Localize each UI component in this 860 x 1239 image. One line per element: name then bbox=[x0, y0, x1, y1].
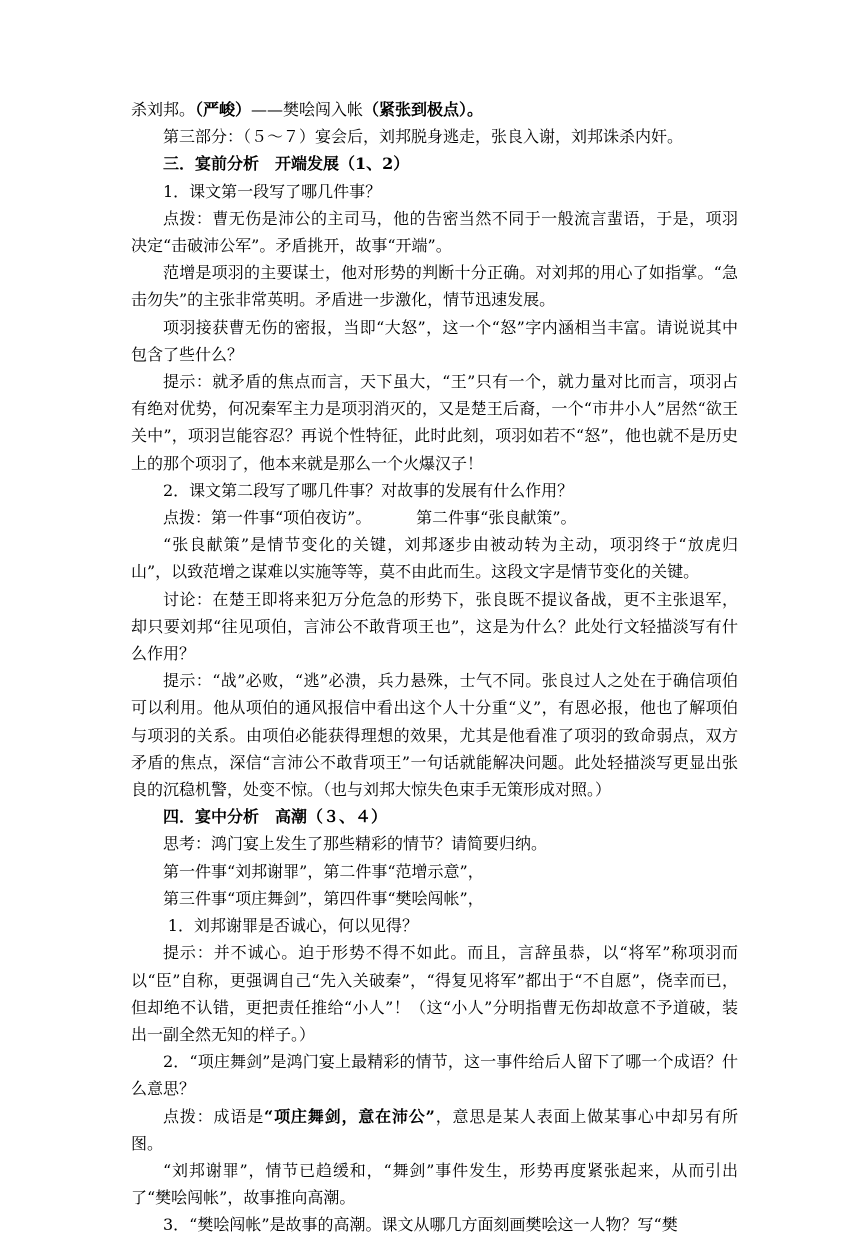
question: 3．“樊哙闯帐”是故事的高潮。课文从哪几方面刻画樊哙这一人物？写“樊 bbox=[163, 1215, 678, 1235]
paragraph: 提示：“战”必败，“逃”必溃，兵力悬殊，士气不同。张良过人之处在于确信项伯可以利用。他从项伯的通风报信中看出这个人十分重“义”，有恩必报，他也了解项伯与项羽的关系。由项伯必能获得理想的效果，尤其是他看准了项羽的致命弱点，双方矛盾的焦点，深信“言沛公不敢背项王”一句话就能解决问题。此处轻描淡写更显出张良的沉稳机警，处变不惊。（也与刘邦大惊失色束手无策形成对照。） bbox=[131, 671, 738, 800]
question: 2．课文第二段写了哪几件事？对故事的发展有什么作用？ bbox=[163, 480, 574, 500]
paragraph: 提示：就矛盾的焦点而言，天下虽大，“王”只有一个，就力量对比而言，项羽占有绝对优势，何况秦军主力是项羽消灭的，又是楚王后裔，一个“市井小人”居然“欲王关中”，项羽岂能容忍？再说个性特征，此时此刻，项羽如若不“怒”，他也就不是历史上的那个项羽了，他本来就是那么一个火爆汉子！ bbox=[131, 372, 738, 473]
paragraph: 思考：鸿门宴上发生了那些精彩的情节？请简要归纳。 bbox=[163, 834, 548, 854]
document-page bbox=[131, 96, 738, 1239]
paragraph: 第三件事“项庄舞剑”，第四件事“樊哙闯帐”， bbox=[163, 888, 484, 908]
paragraph: 提示：并不诚心。迫于形势不得不如此。而且，言辞虽恭，以“将军”称项羽而以“臣”自称，更强调自己“先入关破秦”，“得复见将军”都出于“不自愿”，侥幸而已，但却绝不认错，更把责任推给“小人”！（这“小人”分明指曹无伤却故意不予道破，装出一副全然无知的样子。） bbox=[131, 943, 738, 1044]
question: 1．课文第一段写了哪几件事？ bbox=[163, 181, 382, 201]
paragraph: 点拨：成语是“项庄舞剑，意在沛公”，意思是某人表面上做某事心中却另有所图。 bbox=[131, 1106, 738, 1153]
paragraph: 点拨：第一件事“项伯夜访”。 第二件事“张良献策”。 bbox=[163, 508, 577, 528]
paragraph: 点拨：曹无伤是沛公的主司马，他的告密当然不同于一般流言蜚语，于是，项羽决定“击破沛公军”。矛盾挑开，故事“开端”。 bbox=[131, 208, 738, 256]
question: 2．“项庄舞剑”是鸿门宴上最精彩的情节，这一事件给后人留下了哪一个成语？什么意思？ bbox=[131, 1052, 738, 1099]
paragraph: 范增是项羽的主要谋士，他对形势的判断十分正确。对刘邦的用心了如指掌。“急击勿失”的主张非常英明。矛盾进一步激化，情节迅速发展。 bbox=[131, 263, 738, 310]
section-heading: 三．宴前分析 开端发展（1、2） bbox=[163, 154, 410, 174]
section-heading: 四．宴中分析 高潮（３、４） bbox=[163, 807, 388, 827]
paragraph: 项羽接获曹无伤的密报，当即“大怒”，这一个“怒”字内涵相当丰富。请说说其中包含了些什么？ bbox=[131, 317, 738, 364]
paragraph: 第三部分：（５～７）宴会后，刘邦脱身逃走，张良入谢，刘邦诛杀内奸。 bbox=[163, 127, 684, 147]
paragraph: “刘邦谢罪”，情节已趋缓和，“舞剑”事件发生，形势再度紧张起来，从而引出了“樊哙闯帐”，故事推向高潮。 bbox=[131, 1160, 738, 1208]
paragraph: 讨论：在楚王即将来犯万分危急的形势下，张良既不提议备战，更不主张退军，却只要刘邦“往见项伯，言沛公不敢背项王也”，这是为什么？此处行文轻描淡写有什么作用？ bbox=[131, 589, 738, 664]
paragraph: 第一件事“刘邦谢罪”，第二件事“范增示意”， bbox=[163, 861, 484, 881]
paragraph: 杀刘邦。（严峻）——樊哙闯入帐（紧张到极点）。 bbox=[131, 100, 484, 119]
question: 1．刘邦谢罪是否诚心，何以见得？ bbox=[167, 916, 418, 936]
paragraph: “张良献策”是情节变化的关键，刘邦逐步由被动转为主动，项羽终于“放虎归山”，以致范增之谋难以实施等等，莫不由此而生。这段文字是情节变化的关键。 bbox=[131, 535, 738, 582]
